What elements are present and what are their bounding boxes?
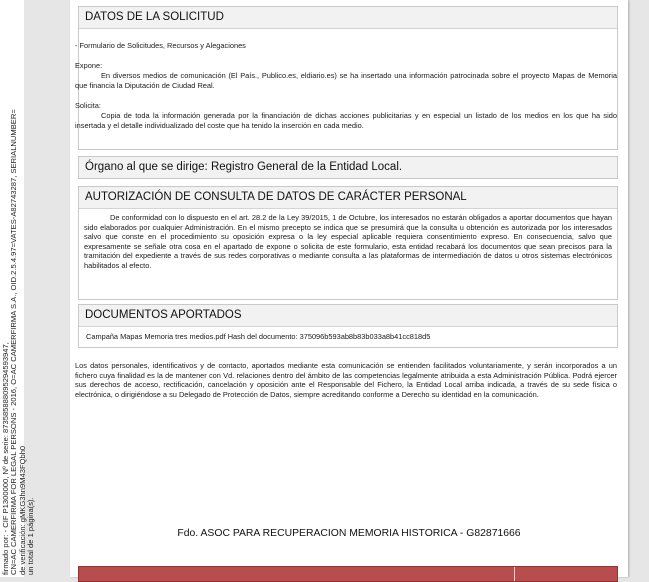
documentos-title: DOCUMENTOS APORTADOS (79, 305, 617, 327)
privacy-notice: Los datos personales, identificativos y de contacto, aportados mediante esta comunicación se entienden facilitados voluntariamente, y serán incorporados a un fichero cuya finalidad es la de mantener con Vd. relaciones dentro del ámbito de las competencias legalmente atribuida a esta Administración Pública. Podrá ejercer sus derechos de acceso, rectificación, cancelación y oposición ante el Responsable del Fichero, la Entidad Local arriba indicada, a través de su sede física o electrónica, o dirigiéndose a su Delegado de Protección de Datos, siempre acreditando conforme a Derecho su identidad en la comunicación. (75, 361, 617, 399)
autorizacion-title: AUTORIZACIÓN DE CONSULTA DE DATOS DE CARÁCTER PERSONAL (79, 187, 617, 209)
expone-text: En diversos medios de comunicación (El País., Publico.es, eldiario.es) se ha insertado una información patrocinada sobre el proyecto Mapas de Memoria que financia la Diputación de Ciudad Real. (75, 71, 617, 90)
expone-label: Expone: (75, 61, 103, 70)
signature-line-2: CN=AC CAMERFIRMA FOR LEGAL PERSONS - 2016, O=AC CAMERFIRMA S.A., OID.2.5.4.97=VATES-A82743287, SERIALNUMBER= (9, 109, 19, 575)
table-header-bar (78, 566, 618, 582)
organo-section (78, 156, 618, 179)
signature-line-3: de verificación: gMKG3hn9M43FQbh0 (17, 445, 27, 575)
organo-title: Órgano al que se dirige: Registro General de la Entidad Local. (79, 157, 617, 178)
signature-line-1: firmado por: - CIF P1300000, Nº de serie: 873585888095294593947, (1, 342, 10, 575)
form-type-line: - Formulario de Solicitudes, Recursos y Alegaciones (75, 41, 246, 50)
solicita-label: Solicita: (75, 101, 101, 110)
signature-margin (0, 0, 36, 577)
signature-margin-text (2, 0, 36, 575)
solicita-text: Copia de toda la información generada por la financiación de dichas acciones publicitarias y en especial un listado de los medios en los que ha sido insertada y el detalle individualizado del coste que ha tenido la inserción en cada medio. (75, 111, 617, 130)
signature-line: Fdo. ASOC PARA RECUPERACION MEMORIA HISTORICA - G82871666 (177, 528, 521, 539)
datos-solicitud-title: DATOS DE LA SOLICITUD (79, 7, 617, 29)
signature-line-4: un total de 1 página(s). (26, 497, 36, 575)
document-page (70, 0, 628, 577)
document-attachment[interactable]: Campaña Mapas Memoria tres medios.pdf Hash del documento: 375096b593ab8b83b033a8b41cc818d5 (86, 332, 431, 341)
table-header-separator (514, 567, 515, 581)
autorizacion-text: De conformidad con lo dispuesto en el art. 28.2 de la Ley 39/2015, 1 de Octubre, los interesados no estarán obligados a aportar documentos que hayan sido elaborados por cualquier Administración. En el mismo precepto se indica que se presumirá que la consulta u obtención es autorizada por los interesados salvo que conste en el procedimiento su oposición expresa o la ley especial aplicable requiera consentimiento expreso. En consecuencia, salvo que expresamente se señale otra cosa en el apartado de expone o solicita de este formulario, esta entidad recabará los documentos que sean precisos para la tramitación del expediente a través de sus redes corporativas o mediante consulta a las plataformas de intermediación de datos u otros sistemas electrónicos habilitados al efecto. (84, 213, 612, 270)
